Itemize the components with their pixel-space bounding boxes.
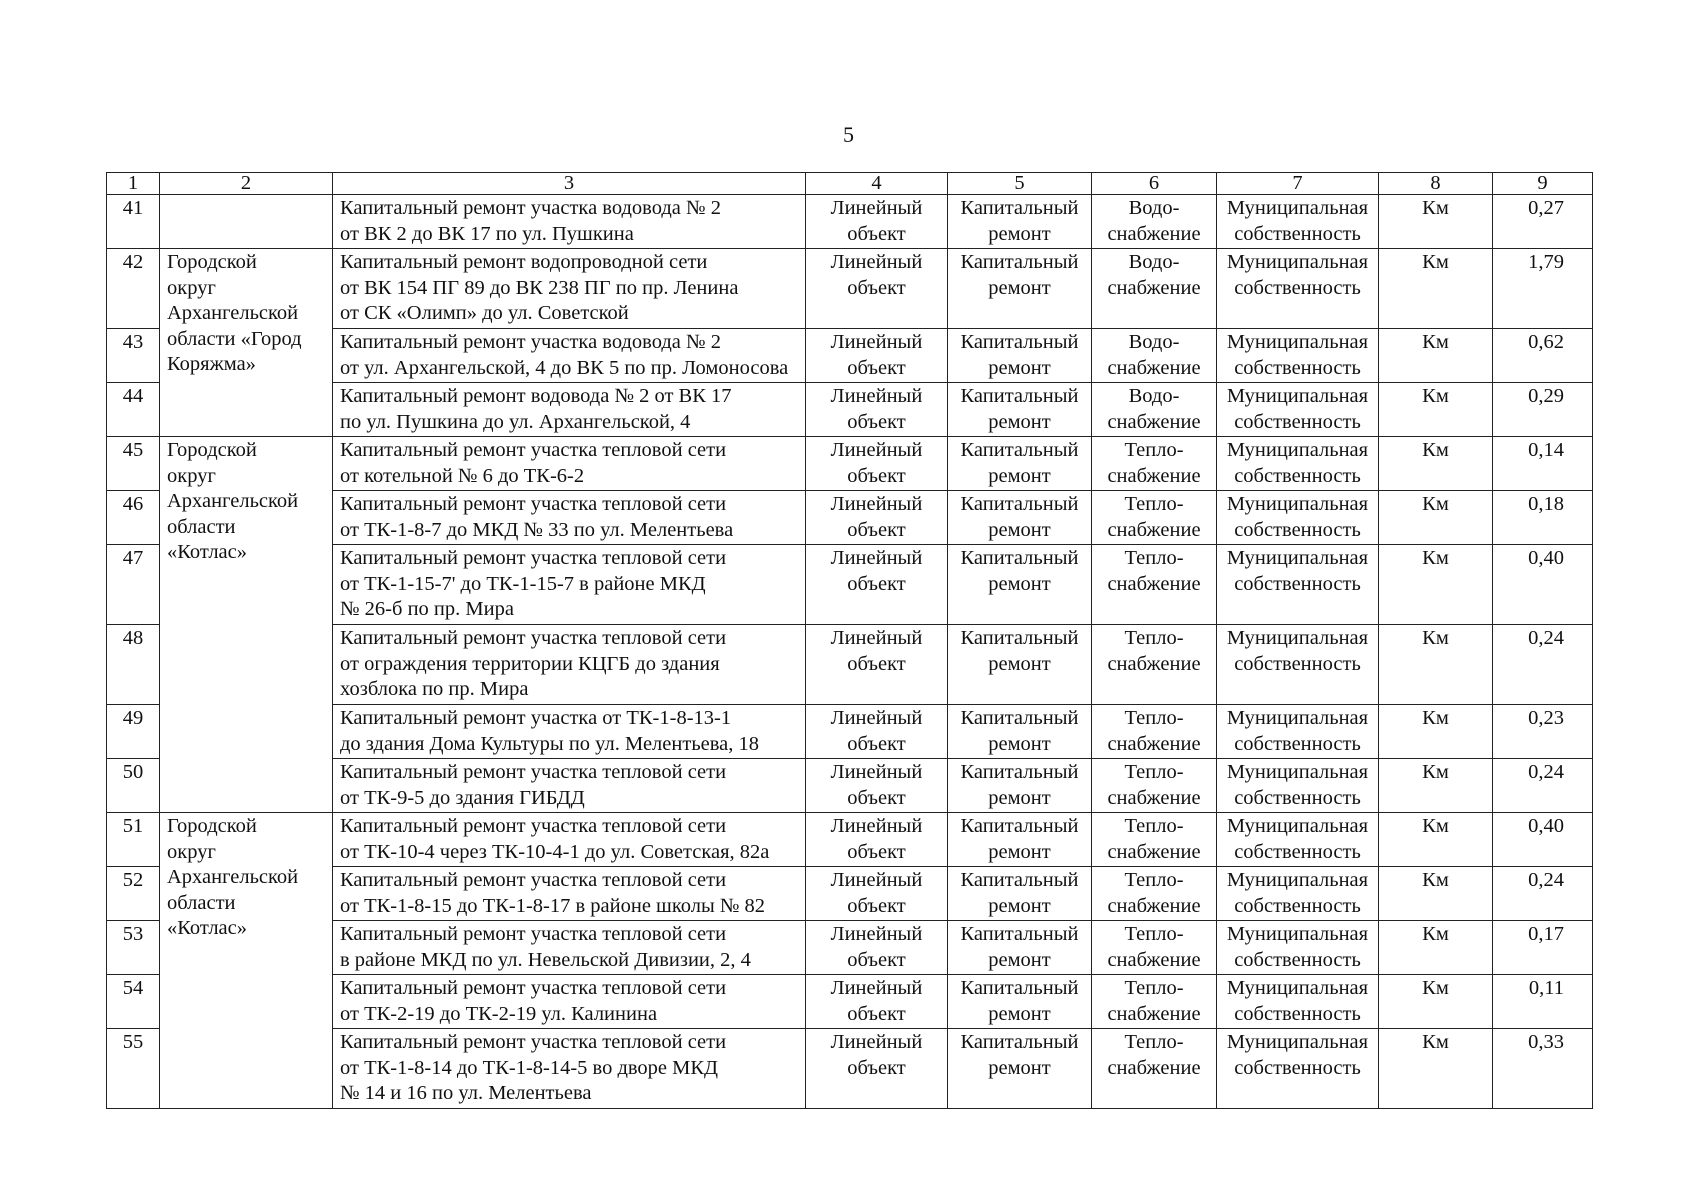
unit-cell (1379, 867, 1493, 921)
sector-cell-text: Тепло- снабжение (1107, 815, 1201, 863)
unit-cell-text: Км (1422, 385, 1449, 407)
description-cell-text: Капитальный ремонт участка тепловой сети от ТК-2-19 до ТК-2-19 ул. Калинина (340, 977, 727, 1025)
value-cell (1493, 491, 1593, 545)
object-type-cell-text: Линейный объект (830, 251, 923, 299)
sector-cell-text: Водо- снабжение (1107, 331, 1201, 379)
value-cell (1493, 383, 1593, 437)
municipality-cell (160, 813, 333, 1109)
ownership-cell-text: Муниципальная собственность (1226, 385, 1369, 433)
value-cell-text: 0,24 (1528, 761, 1564, 783)
description-cell-text: Капитальный ремонт участка тепловой сети от ТК-9-5 до здания ГИБДД (340, 761, 727, 809)
unit-cell-text: Км (1422, 977, 1449, 999)
ownership-cell (1217, 383, 1379, 437)
value-cell-text: 0,33 (1528, 1031, 1564, 1053)
sector-cell (1092, 867, 1217, 921)
row-number-cell-text: 46 (122, 493, 144, 515)
work-type-cell (948, 867, 1092, 921)
description-cell (333, 491, 806, 545)
object-type-cell-text: Линейный объект (830, 493, 923, 541)
value-cell (1493, 249, 1593, 329)
work-type-cell (948, 625, 1092, 705)
row-number-cell-text: 55 (122, 1031, 144, 1053)
header-cell: 2 (160, 173, 333, 195)
value-cell-text: 0,62 (1528, 331, 1564, 353)
value-cell (1493, 759, 1593, 813)
header-row (107, 173, 1593, 195)
table-row (107, 249, 1593, 329)
row-number-cell (107, 249, 160, 329)
work-type-cell-text: Капитальный ремонт (960, 923, 1079, 971)
sector-cell (1092, 625, 1217, 705)
description-cell-text: Капитальный ремонт участка тепловой сети от ТК-1-15-7' до ТК-1-15-7 в районе МКД № 26-б по пр. Мира (340, 547, 727, 620)
object-type-cell (806, 329, 948, 383)
object-type-cell-text: Линейный объект (830, 627, 923, 675)
sector-cell-text: Тепло- снабжение (1107, 493, 1201, 541)
row-number-cell (107, 705, 160, 759)
work-type-cell (948, 975, 1092, 1029)
value-cell (1493, 1029, 1593, 1109)
unit-cell (1379, 705, 1493, 759)
object-type-cell (806, 759, 948, 813)
description-cell-text: Капитальный ремонт участка тепловой сети от котельной № 6 до ТК-6-2 (340, 439, 727, 487)
row-number-cell-text: 49 (122, 707, 144, 729)
ownership-cell (1217, 813, 1379, 867)
object-type-cell-text: Линейный объект (830, 977, 923, 1025)
value-cell-text: 0,40 (1528, 815, 1564, 837)
value-cell-text: 0,18 (1528, 493, 1564, 515)
work-type-cell-text: Капитальный ремонт (960, 547, 1079, 595)
unit-cell-text: Км (1422, 869, 1449, 891)
work-type-cell-text: Капитальный ремонт (960, 251, 1079, 299)
description-cell (333, 921, 806, 975)
object-type-cell-text: Линейный объект (830, 385, 923, 433)
work-type-cell (948, 437, 1092, 491)
value-cell-text: 0,29 (1528, 385, 1564, 407)
unit-cell (1379, 437, 1493, 491)
description-cell (333, 437, 806, 491)
value-cell-text: 0,40 (1528, 547, 1564, 569)
work-type-cell (948, 383, 1092, 437)
sector-cell-text: Тепло- снабжение (1107, 977, 1201, 1025)
object-type-cell (806, 867, 948, 921)
description-cell-text: Капитальный ремонт участка водовода № 2 от ВК 2 до ВК 17 по ул. Пушкина (340, 197, 721, 245)
sector-cell (1092, 545, 1217, 625)
object-type-cell (806, 813, 948, 867)
header-cell: 7 (1217, 173, 1379, 195)
ownership-cell (1217, 1029, 1379, 1109)
row-number-cell-text: 45 (122, 439, 144, 461)
work-type-cell-text: Капитальный ремонт (960, 815, 1079, 863)
ownership-cell (1217, 867, 1379, 921)
ownership-cell-text: Муниципальная собственность (1226, 815, 1369, 863)
municipality-cell-text: Городской округ Архангельской области «Город Коряжма» (167, 251, 302, 375)
ownership-cell-text: Муниципальная собственность (1226, 251, 1369, 299)
row-number-cell (107, 813, 160, 867)
description-cell (333, 813, 806, 867)
unit-cell (1379, 195, 1493, 249)
sector-cell-text: Водо- снабжение (1107, 251, 1201, 299)
work-type-cell-text: Капитальный ремонт (960, 439, 1079, 487)
sector-cell (1092, 1029, 1217, 1109)
unit-cell (1379, 329, 1493, 383)
value-cell-text: 0,24 (1528, 869, 1564, 891)
object-type-cell-text: Линейный объект (830, 331, 923, 379)
row-number-cell-text: 41 (122, 197, 144, 219)
description-cell-text: Капитальный ремонт участка тепловой сети от ТК-10-4 через ТК-10-4-1 до ул. Советская, 82а (340, 815, 770, 863)
ownership-cell-text: Муниципальная собственность (1226, 197, 1369, 245)
unit-cell-text: Км (1422, 251, 1449, 273)
object-type-cell (806, 1029, 948, 1109)
unit-cell (1379, 383, 1493, 437)
header-cell: 4 (806, 173, 948, 195)
value-cell (1493, 437, 1593, 491)
ownership-cell (1217, 437, 1379, 491)
work-type-cell (948, 705, 1092, 759)
row-number-cell (107, 545, 160, 625)
object-type-cell-text: Линейный объект (830, 707, 923, 755)
object-type-cell (806, 921, 948, 975)
sector-cell (1092, 975, 1217, 1029)
unit-cell (1379, 249, 1493, 329)
unit-cell-text: Км (1422, 707, 1449, 729)
row-number-cell (107, 975, 160, 1029)
municipality-cell (160, 195, 333, 249)
description-cell (333, 249, 806, 329)
sector-cell (1092, 195, 1217, 249)
row-number-cell (107, 437, 160, 491)
row-number-cell (107, 491, 160, 545)
municipality-cell-text: Городской округ Архангельской области «Котлас» (167, 439, 299, 563)
work-type-cell (948, 759, 1092, 813)
ownership-cell (1217, 975, 1379, 1029)
sector-cell-text: Тепло- снабжение (1107, 547, 1201, 595)
sector-cell-text: Тепло- снабжение (1107, 1031, 1201, 1079)
object-type-cell (806, 437, 948, 491)
header-cell: 6 (1092, 173, 1217, 195)
page-number: 5 (843, 122, 854, 147)
value-cell (1493, 625, 1593, 705)
value-cell (1493, 705, 1593, 759)
unit-cell (1379, 491, 1493, 545)
row-number-cell-text: 54 (122, 977, 144, 999)
description-cell-text: Капитальный ремонт участка тепловой сети от ТК-1-8-7 до МКД № 33 по ул. Мелентьева (340, 493, 734, 541)
object-type-cell (806, 383, 948, 437)
unit-cell-text: Км (1422, 547, 1449, 569)
ownership-cell (1217, 195, 1379, 249)
row-number-cell-text: 53 (122, 923, 144, 945)
work-type-cell-text: Капитальный ремонт (960, 707, 1079, 755)
ownership-cell-text: Муниципальная собственность (1226, 331, 1369, 379)
work-type-cell (948, 1029, 1092, 1109)
description-cell-text: Капитальный ремонт участка от ТК-1-8-13-1 до здания Дома Культуры по ул. Мелентьева, 18 (340, 707, 760, 755)
ownership-cell (1217, 249, 1379, 329)
work-type-cell (948, 545, 1092, 625)
row-number-cell (107, 329, 160, 383)
description-cell (333, 867, 806, 921)
description-cell-text: Капитальный ремонт участка водовода № 2 от ул. Архангельской, 4 до ВК 5 по пр. Ломоносова (340, 331, 789, 379)
header-cell: 9 (1493, 173, 1593, 195)
row-number-cell (107, 625, 160, 705)
work-type-cell (948, 195, 1092, 249)
sector-cell (1092, 491, 1217, 545)
table-body (107, 195, 1593, 1109)
municipality-cell-text: Городской округ Архангельской области «Котлас» (167, 815, 299, 939)
sector-cell (1092, 921, 1217, 975)
table-row (107, 195, 1593, 249)
unit-cell (1379, 813, 1493, 867)
row-number-cell (107, 1029, 160, 1109)
sector-cell-text: Водо- снабжение (1107, 385, 1201, 433)
object-type-cell-text: Линейный объект (830, 439, 923, 487)
sector-cell (1092, 383, 1217, 437)
description-cell (333, 383, 806, 437)
value-cell (1493, 813, 1593, 867)
object-type-cell-text: Линейный объект (830, 761, 923, 809)
unit-cell-text: Км (1422, 761, 1449, 783)
row-number-cell (107, 195, 160, 249)
value-cell (1493, 329, 1593, 383)
ownership-cell-text: Муниципальная собственность (1226, 1031, 1369, 1079)
sector-cell-text: Водо- снабжение (1107, 197, 1201, 245)
unit-cell-text: Км (1422, 815, 1449, 837)
unit-cell (1379, 975, 1493, 1029)
object-type-cell-text: Линейный объект (830, 547, 923, 595)
work-type-cell (948, 329, 1092, 383)
object-type-cell (806, 705, 948, 759)
description-cell-text: Капитальный ремонт водопроводной сети от ВК 154 ПГ 89 до ВК 238 ПГ по пр. Ленина от СК «Олимп» до ул. Советской (340, 251, 739, 324)
description-cell-text: Капитальный ремонт участка тепловой сети от ТК-1-8-15 до ТК-1-8-17 в районе школы № 82 (340, 869, 766, 917)
unit-cell-text: Км (1422, 197, 1449, 219)
header-cell: 3 (333, 173, 806, 195)
row-number-cell-text: 52 (122, 869, 144, 891)
row-number-cell (107, 867, 160, 921)
work-type-cell (948, 249, 1092, 329)
ownership-cell (1217, 491, 1379, 545)
unit-cell-text: Км (1422, 1031, 1449, 1053)
value-cell (1493, 975, 1593, 1029)
ownership-cell-text: Муниципальная собственность (1226, 761, 1369, 809)
sector-cell (1092, 249, 1217, 329)
unit-cell (1379, 921, 1493, 975)
value-cell-text: 0,27 (1528, 197, 1564, 219)
work-type-cell (948, 491, 1092, 545)
ownership-cell-text: Муниципальная собственность (1226, 707, 1369, 755)
object-type-cell-text: Линейный объект (830, 815, 923, 863)
description-cell (333, 975, 806, 1029)
unit-cell-text: Км (1422, 331, 1449, 353)
unit-cell-text: Км (1422, 923, 1449, 945)
investment-objects-table (106, 172, 1593, 1109)
ownership-cell-text: Муниципальная собственность (1226, 977, 1369, 1025)
work-type-cell (948, 813, 1092, 867)
unit-cell (1379, 1029, 1493, 1109)
value-cell (1493, 921, 1593, 975)
value-cell-text: 0,23 (1528, 707, 1564, 729)
unit-cell (1379, 545, 1493, 625)
sector-cell-text: Тепло- снабжение (1107, 761, 1201, 809)
row-number-cell-text: 48 (122, 627, 144, 649)
value-cell-text: 0,24 (1528, 627, 1564, 649)
description-cell (333, 705, 806, 759)
header-cell: 1 (107, 173, 160, 195)
sector-cell (1092, 759, 1217, 813)
ownership-cell (1217, 625, 1379, 705)
object-type-cell (806, 625, 948, 705)
work-type-cell-text: Капитальный ремонт (960, 869, 1079, 917)
object-type-cell-text: Линейный объект (830, 923, 923, 971)
row-number-cell-text: 44 (122, 385, 144, 407)
description-cell (333, 759, 806, 813)
value-cell (1493, 545, 1593, 625)
sector-cell-text: Тепло- снабжение (1107, 923, 1201, 971)
value-cell-text: 0,14 (1528, 439, 1564, 461)
sector-cell (1092, 329, 1217, 383)
value-cell-text: 1,79 (1528, 251, 1564, 273)
ownership-cell (1217, 759, 1379, 813)
ownership-cell-text: Муниципальная собственность (1226, 869, 1369, 917)
unit-cell-text: Км (1422, 493, 1449, 515)
work-type-cell-text: Капитальный ремонт (960, 627, 1079, 675)
ownership-cell (1217, 921, 1379, 975)
value-cell-text: 0,11 (1528, 977, 1564, 999)
header-cell: 5 (948, 173, 1092, 195)
row-number-cell-text: 47 (122, 547, 144, 569)
value-cell (1493, 867, 1593, 921)
work-type-cell-text: Капитальный ремонт (960, 197, 1079, 245)
object-type-cell (806, 975, 948, 1029)
ownership-cell (1217, 545, 1379, 625)
ownership-cell-text: Муниципальная собственность (1226, 547, 1369, 595)
unit-cell-text: Км (1422, 627, 1449, 649)
unit-cell (1379, 759, 1493, 813)
work-type-cell (948, 921, 1092, 975)
description-cell-text: Капитальный ремонт участка тепловой сети от ограждения территории КЦГБ до здания хозблока по пр. Мира (340, 627, 727, 700)
description-cell (333, 195, 806, 249)
sector-cell (1092, 437, 1217, 491)
description-cell-text: Капитальный ремонт водовода № 2 от ВК 17 по ул. Пушкина до ул. Архангельской, 4 (340, 385, 732, 433)
ownership-cell-text: Муниципальная собственность (1226, 923, 1369, 971)
work-type-cell-text: Капитальный ремонт (960, 331, 1079, 379)
ownership-cell (1217, 329, 1379, 383)
description-cell (333, 625, 806, 705)
object-type-cell (806, 491, 948, 545)
row-number-cell (107, 759, 160, 813)
description-cell (333, 329, 806, 383)
row-number-cell (107, 383, 160, 437)
work-type-cell-text: Капитальный ремонт (960, 1031, 1079, 1079)
table-row (107, 437, 1593, 491)
municipality-cell (160, 249, 333, 437)
ownership-cell (1217, 705, 1379, 759)
sector-cell-text: Тепло- снабжение (1107, 707, 1201, 755)
object-type-cell-text: Линейный объект (830, 197, 923, 245)
municipality-cell (160, 437, 333, 813)
row-number-cell-text: 50 (122, 761, 144, 783)
sector-cell-text: Тепло- снабжение (1107, 627, 1201, 675)
object-type-cell-text: Линейный объект (830, 1031, 923, 1079)
work-type-cell-text: Капитальный ремонт (960, 977, 1079, 1025)
row-number-cell-text: 43 (122, 331, 144, 353)
row-number-cell-text: 51 (122, 815, 144, 837)
description-cell-text: Капитальный ремонт участка тепловой сети от ТК-1-8-14 до ТК-1-8-14-5 во дворе МКД № 14 и 16 по ул. Мелентьева (340, 1031, 727, 1104)
object-type-cell (806, 249, 948, 329)
row-number-cell (107, 921, 160, 975)
ownership-cell-text: Муниципальная собственность (1226, 493, 1369, 541)
object-type-cell (806, 195, 948, 249)
ownership-cell-text: Муниципальная собственность (1226, 439, 1369, 487)
row-number-cell-text: 42 (122, 251, 144, 273)
sector-cell-text: Тепло- снабжение (1107, 439, 1201, 487)
sector-cell-text: Тепло- снабжение (1107, 869, 1201, 917)
unit-cell-text: Км (1422, 439, 1449, 461)
sector-cell (1092, 705, 1217, 759)
work-type-cell-text: Капитальный ремонт (960, 385, 1079, 433)
work-type-cell-text: Капитальный ремонт (960, 761, 1079, 809)
description-cell-text: Капитальный ремонт участка тепловой сети в районе МКД по ул. Невельской Дивизии, 2, 4 (340, 923, 751, 971)
sector-cell (1092, 813, 1217, 867)
value-cell (1493, 195, 1593, 249)
description-cell (333, 1029, 806, 1109)
ownership-cell-text: Муниципальная собственность (1226, 627, 1369, 675)
description-cell (333, 545, 806, 625)
value-cell-text: 0,17 (1528, 923, 1564, 945)
object-type-cell-text: Линейный объект (830, 869, 923, 917)
object-type-cell (806, 545, 948, 625)
table-row (107, 813, 1593, 867)
header-cell: 8 (1379, 173, 1493, 195)
unit-cell (1379, 625, 1493, 705)
work-type-cell-text: Капитальный ремонт (960, 493, 1079, 541)
